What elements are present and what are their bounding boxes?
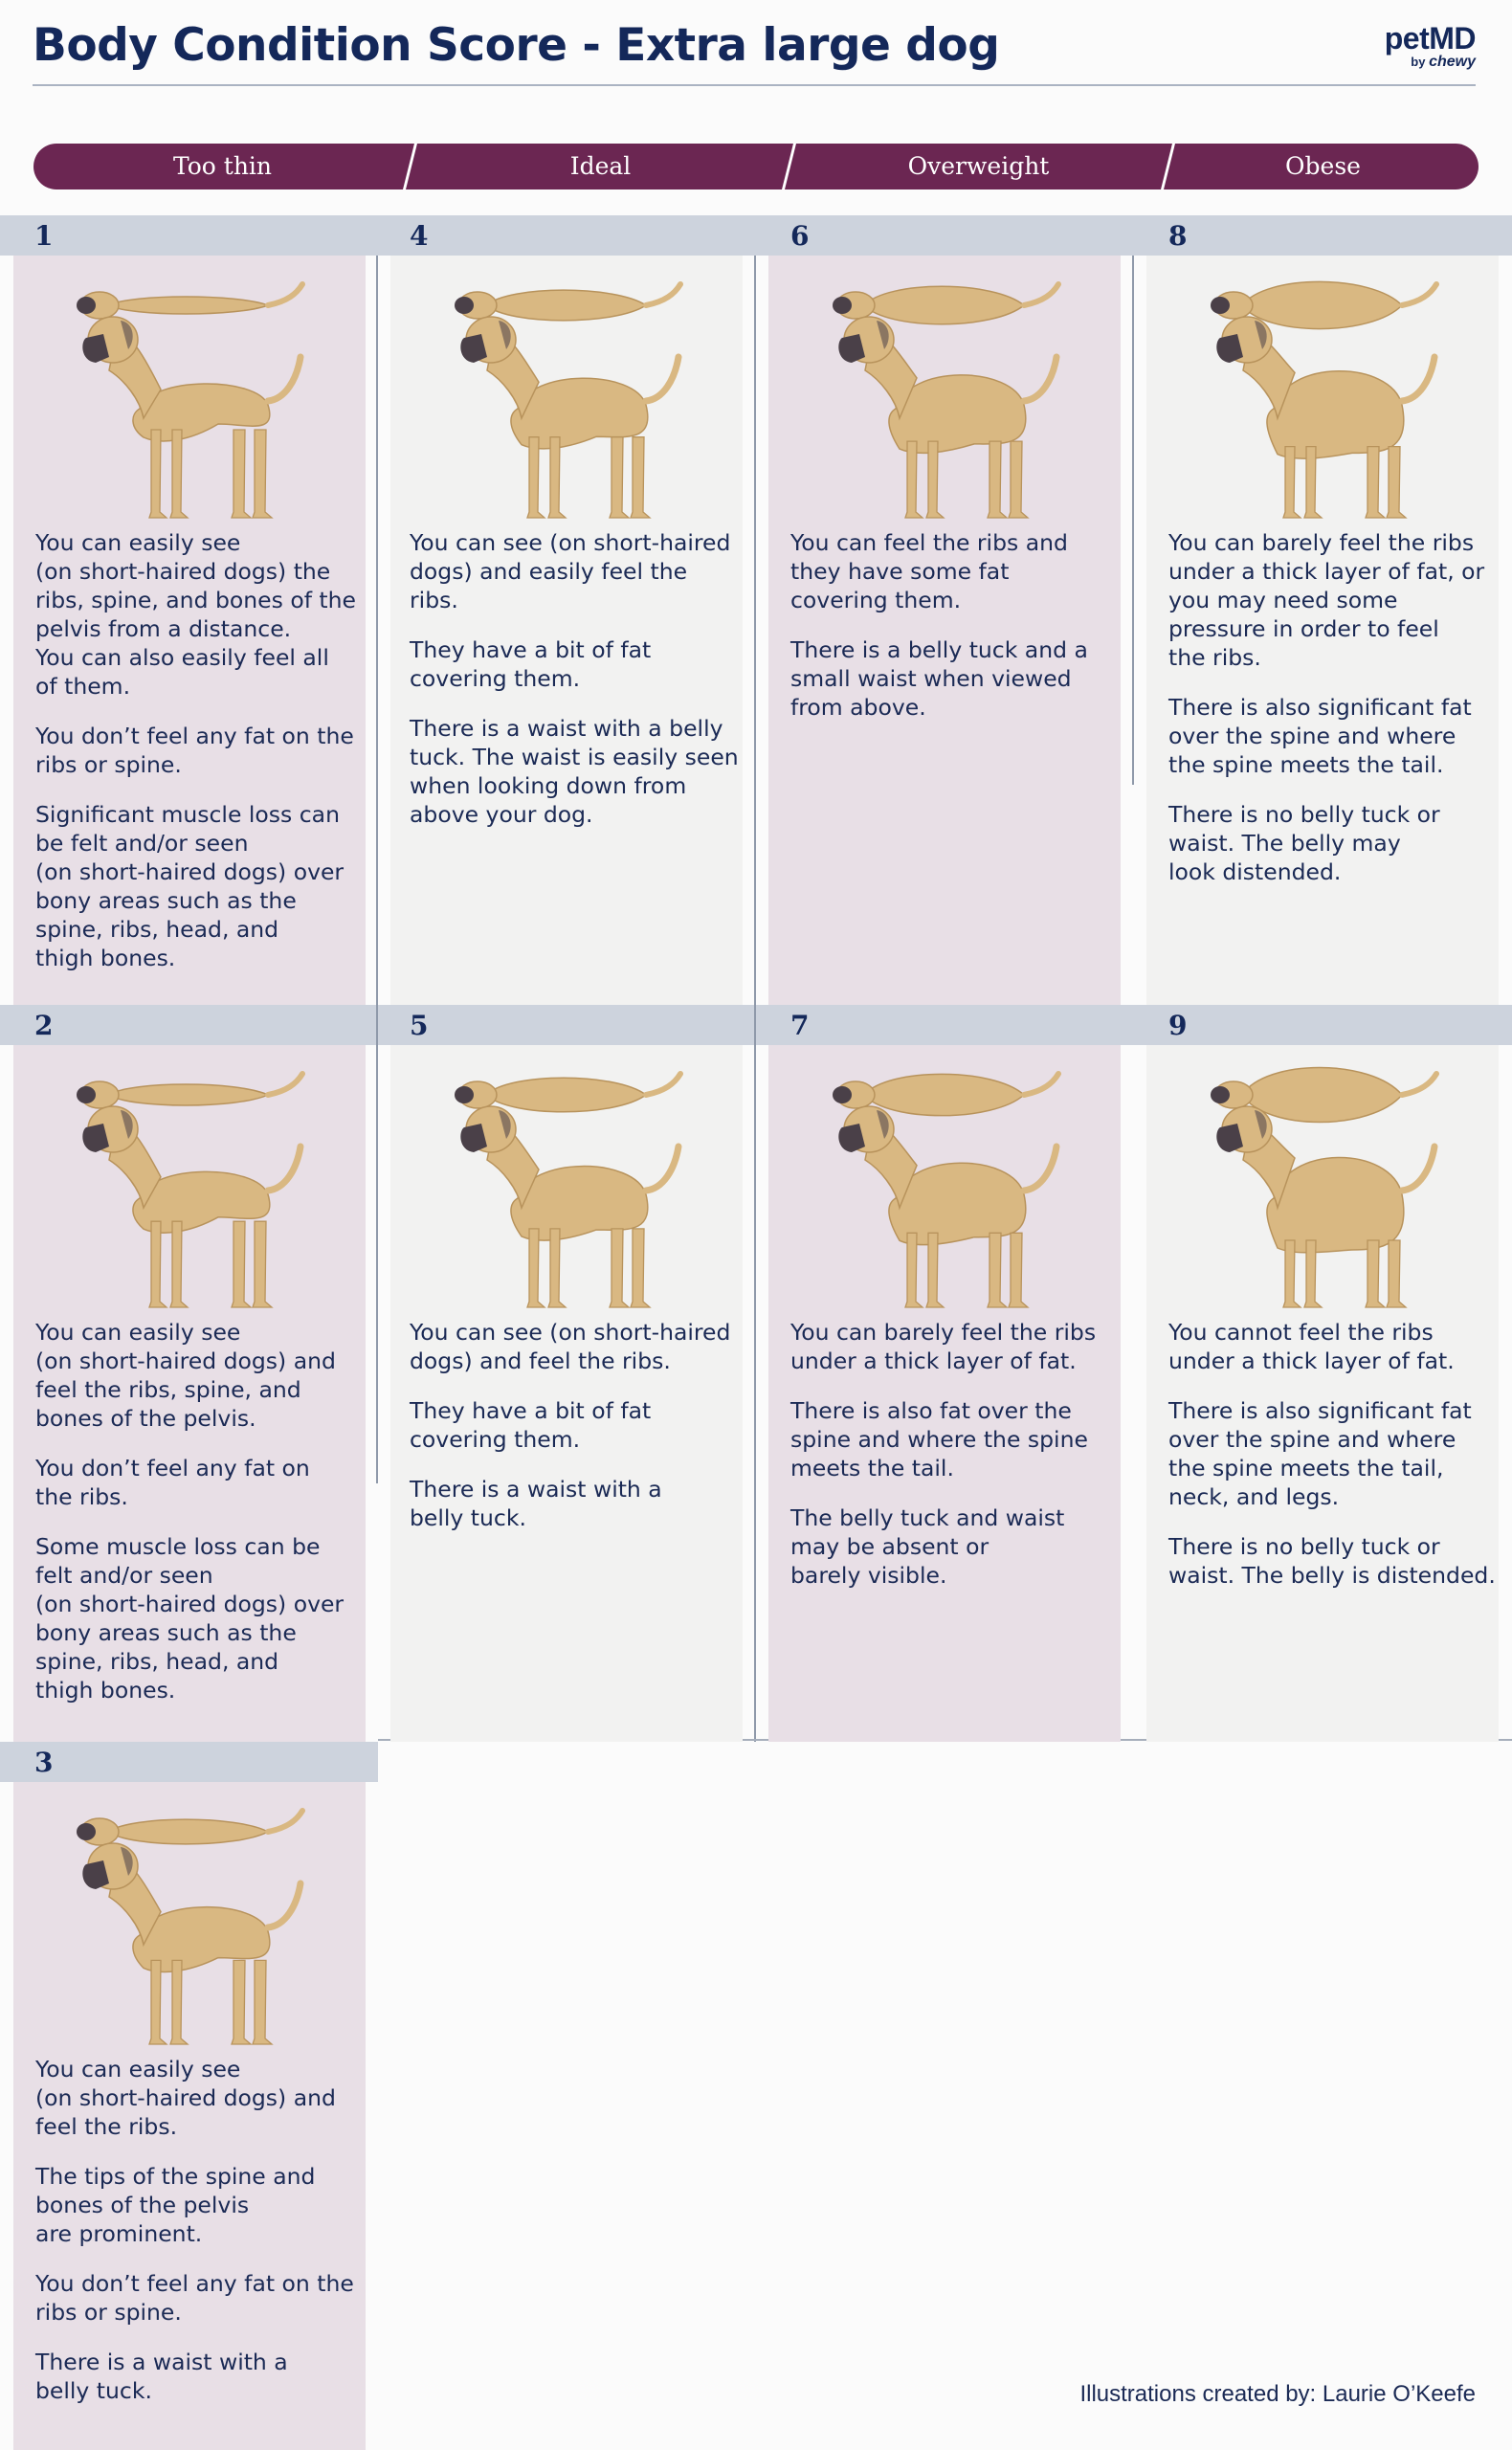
dog-top-view	[77, 1811, 302, 1845]
dog-illustration	[395, 267, 740, 535]
score-description	[410, 1318, 743, 1553]
description-paragraph: You can easily see (on short-haired dogs) and feel the ribs, spine, and bones of the pelvis.	[35, 1319, 336, 1432]
score-number-band	[0, 1742, 378, 1782]
score-number: 6	[790, 220, 810, 252]
description-paragraph: There is a waist with a belly tuck.	[35, 2349, 288, 2404]
dog-illustration	[17, 1793, 362, 2061]
description-paragraph: They have a bit of fat covering them.	[410, 1397, 652, 1453]
description-paragraph: You don’t feel any fat on the ribs or spine.	[35, 723, 354, 778]
dog-illustrations	[17, 1057, 362, 1325]
score-number-band	[0, 215, 1512, 256]
dog-illustrations	[1151, 1057, 1496, 1325]
column-separator	[376, 256, 378, 1483]
description-paragraph: There is a waist with a belly tuck. The waist is easily seen when looking down from above your dog.	[410, 715, 739, 828]
logo-by: by	[1411, 55, 1426, 69]
description-paragraph: There is also fat over the spine and where the spine meets the tail.	[790, 1397, 1088, 1481]
column-separator	[754, 256, 756, 1742]
dog-illustrations	[17, 267, 362, 535]
logo-sub	[1385, 56, 1476, 69]
dog-top-view	[77, 1074, 302, 1108]
description-paragraph: You can see (on short-haired dogs) and easily feel the ribs.	[410, 529, 731, 613]
score-description	[35, 2055, 368, 2426]
description-paragraph: There is a belly tuck and a small waist when viewed from above.	[790, 636, 1088, 721]
dog-top-view	[77, 284, 302, 319]
score-number: 5	[410, 1010, 429, 1041]
score-description	[1168, 528, 1501, 907]
score-description	[1168, 1318, 1501, 1611]
description-paragraph: The belly tuck and waist may be absent or barely visible.	[790, 1504, 1065, 1589]
dog-side-view	[82, 1106, 300, 1307]
description-paragraph: You don’t feel any fat on the ribs or spine.	[35, 2270, 354, 2326]
score-number: 9	[1168, 1010, 1188, 1041]
column-separator	[1132, 256, 1134, 785]
dog-illustration	[1151, 267, 1496, 535]
score-description	[410, 528, 743, 850]
dog-side-view	[460, 1106, 678, 1307]
description-paragraph: You don’t feel any fat on the ribs.	[35, 1455, 310, 1510]
score-description	[35, 528, 368, 993]
description-paragraph: You cannot feel the ribs under a thick layer of fat.	[1168, 1319, 1455, 1374]
dog-side-view	[82, 1843, 300, 2044]
description-paragraph: There is also significant fat over the spine and where the spine meets the tail, neck, and legs.	[1168, 1397, 1472, 1510]
dog-illustration	[17, 267, 362, 535]
score-number: 3	[34, 1747, 54, 1778]
dog-illustration	[773, 1057, 1118, 1325]
description-paragraph: There is no belly tuck or waist. The belly is distended.	[1168, 1533, 1496, 1589]
score-number: 7	[790, 1010, 810, 1041]
logo-sub-brand: chewy	[1429, 54, 1476, 70]
logo-brand: petMD	[1384, 21, 1476, 56]
score-number: 1	[34, 220, 54, 252]
description-paragraph: You can feel the ribs and they have some fat covering them.	[790, 529, 1068, 613]
description-paragraph: They have a bit of fat covering them.	[410, 636, 652, 692]
score-description	[35, 1318, 368, 1726]
category-overweight: Overweight	[907, 152, 1050, 180]
score-number: 2	[34, 1010, 54, 1041]
score-number-band	[0, 1005, 1512, 1045]
description-paragraph: Some muscle loss can be felt and/or seen (on short-haired dogs) over bony areas such as the spine, ribs, head, and thigh bones.	[35, 1533, 345, 1704]
dog-top-view	[455, 284, 680, 321]
category-ideal: Ideal	[569, 152, 632, 180]
description-paragraph: Significant muscle loss can be felt and/or seen (on short-haired dogs) over bony areas such as the spine, ribs, head, and thigh bones.	[35, 801, 345, 971]
description-paragraph: You can barely feel the ribs under a thick layer of fat, or you may need some pressure in order to feel the ribs.	[1168, 529, 1485, 671]
description-paragraph: There is also significant fat over the spine and where the spine meets the tail.	[1168, 694, 1472, 778]
category-obese: Obese	[1285, 152, 1361, 180]
dog-illustration	[1151, 1057, 1496, 1325]
header-divider	[33, 84, 1476, 86]
score-number: 8	[1168, 220, 1188, 252]
description-paragraph: There is a waist with a belly tuck.	[410, 1476, 662, 1531]
illustration-credit: Illustrations created by: Laurie O’Keefe	[1079, 2381, 1476, 2407]
score-description	[790, 528, 1123, 743]
score-description	[790, 1318, 1123, 1611]
description-paragraph: The tips of the spine and bones of the pelvis are prominent.	[35, 2163, 316, 2247]
description-paragraph: You can easily see (on short-haired dogs) the ribs, spine, and bones of the pelvis from a distance. You can also easily feel all of them.	[35, 529, 357, 700]
dog-side-view	[1216, 1106, 1434, 1307]
category-bar	[33, 144, 1479, 189]
dog-side-view	[1216, 317, 1434, 518]
petmd-logo[interactable]	[1385, 23, 1476, 69]
dog-illustrations	[395, 1057, 740, 1325]
dog-side-view	[838, 1106, 1056, 1307]
description-paragraph: You can easily see (on short-haired dogs) and feel the ribs.	[35, 2056, 336, 2140]
dog-illustration	[395, 1057, 740, 1325]
description-paragraph: There is no belly tuck or waist. The belly may look distended.	[1168, 801, 1440, 885]
dog-illustrations	[395, 267, 740, 535]
score-number: 4	[410, 220, 429, 252]
description-paragraph: You can see (on short-haired dogs) and feel the ribs.	[410, 1319, 731, 1374]
dog-illustration	[17, 1057, 362, 1325]
dog-illustrations	[1151, 267, 1496, 535]
category-too-thin: Too thin	[172, 152, 273, 180]
dog-side-view	[838, 317, 1056, 518]
dog-illustrations	[17, 1793, 362, 2061]
page-title: Body Condition Score - Extra large dog	[33, 19, 1000, 72]
description-paragraph: You can barely feel the ribs under a thick layer of fat.	[790, 1319, 1097, 1374]
dog-side-view	[82, 317, 300, 518]
dog-illustration	[773, 267, 1118, 535]
dog-side-view	[460, 317, 678, 518]
dog-illustrations	[773, 267, 1118, 535]
dog-illustrations	[773, 1057, 1118, 1325]
